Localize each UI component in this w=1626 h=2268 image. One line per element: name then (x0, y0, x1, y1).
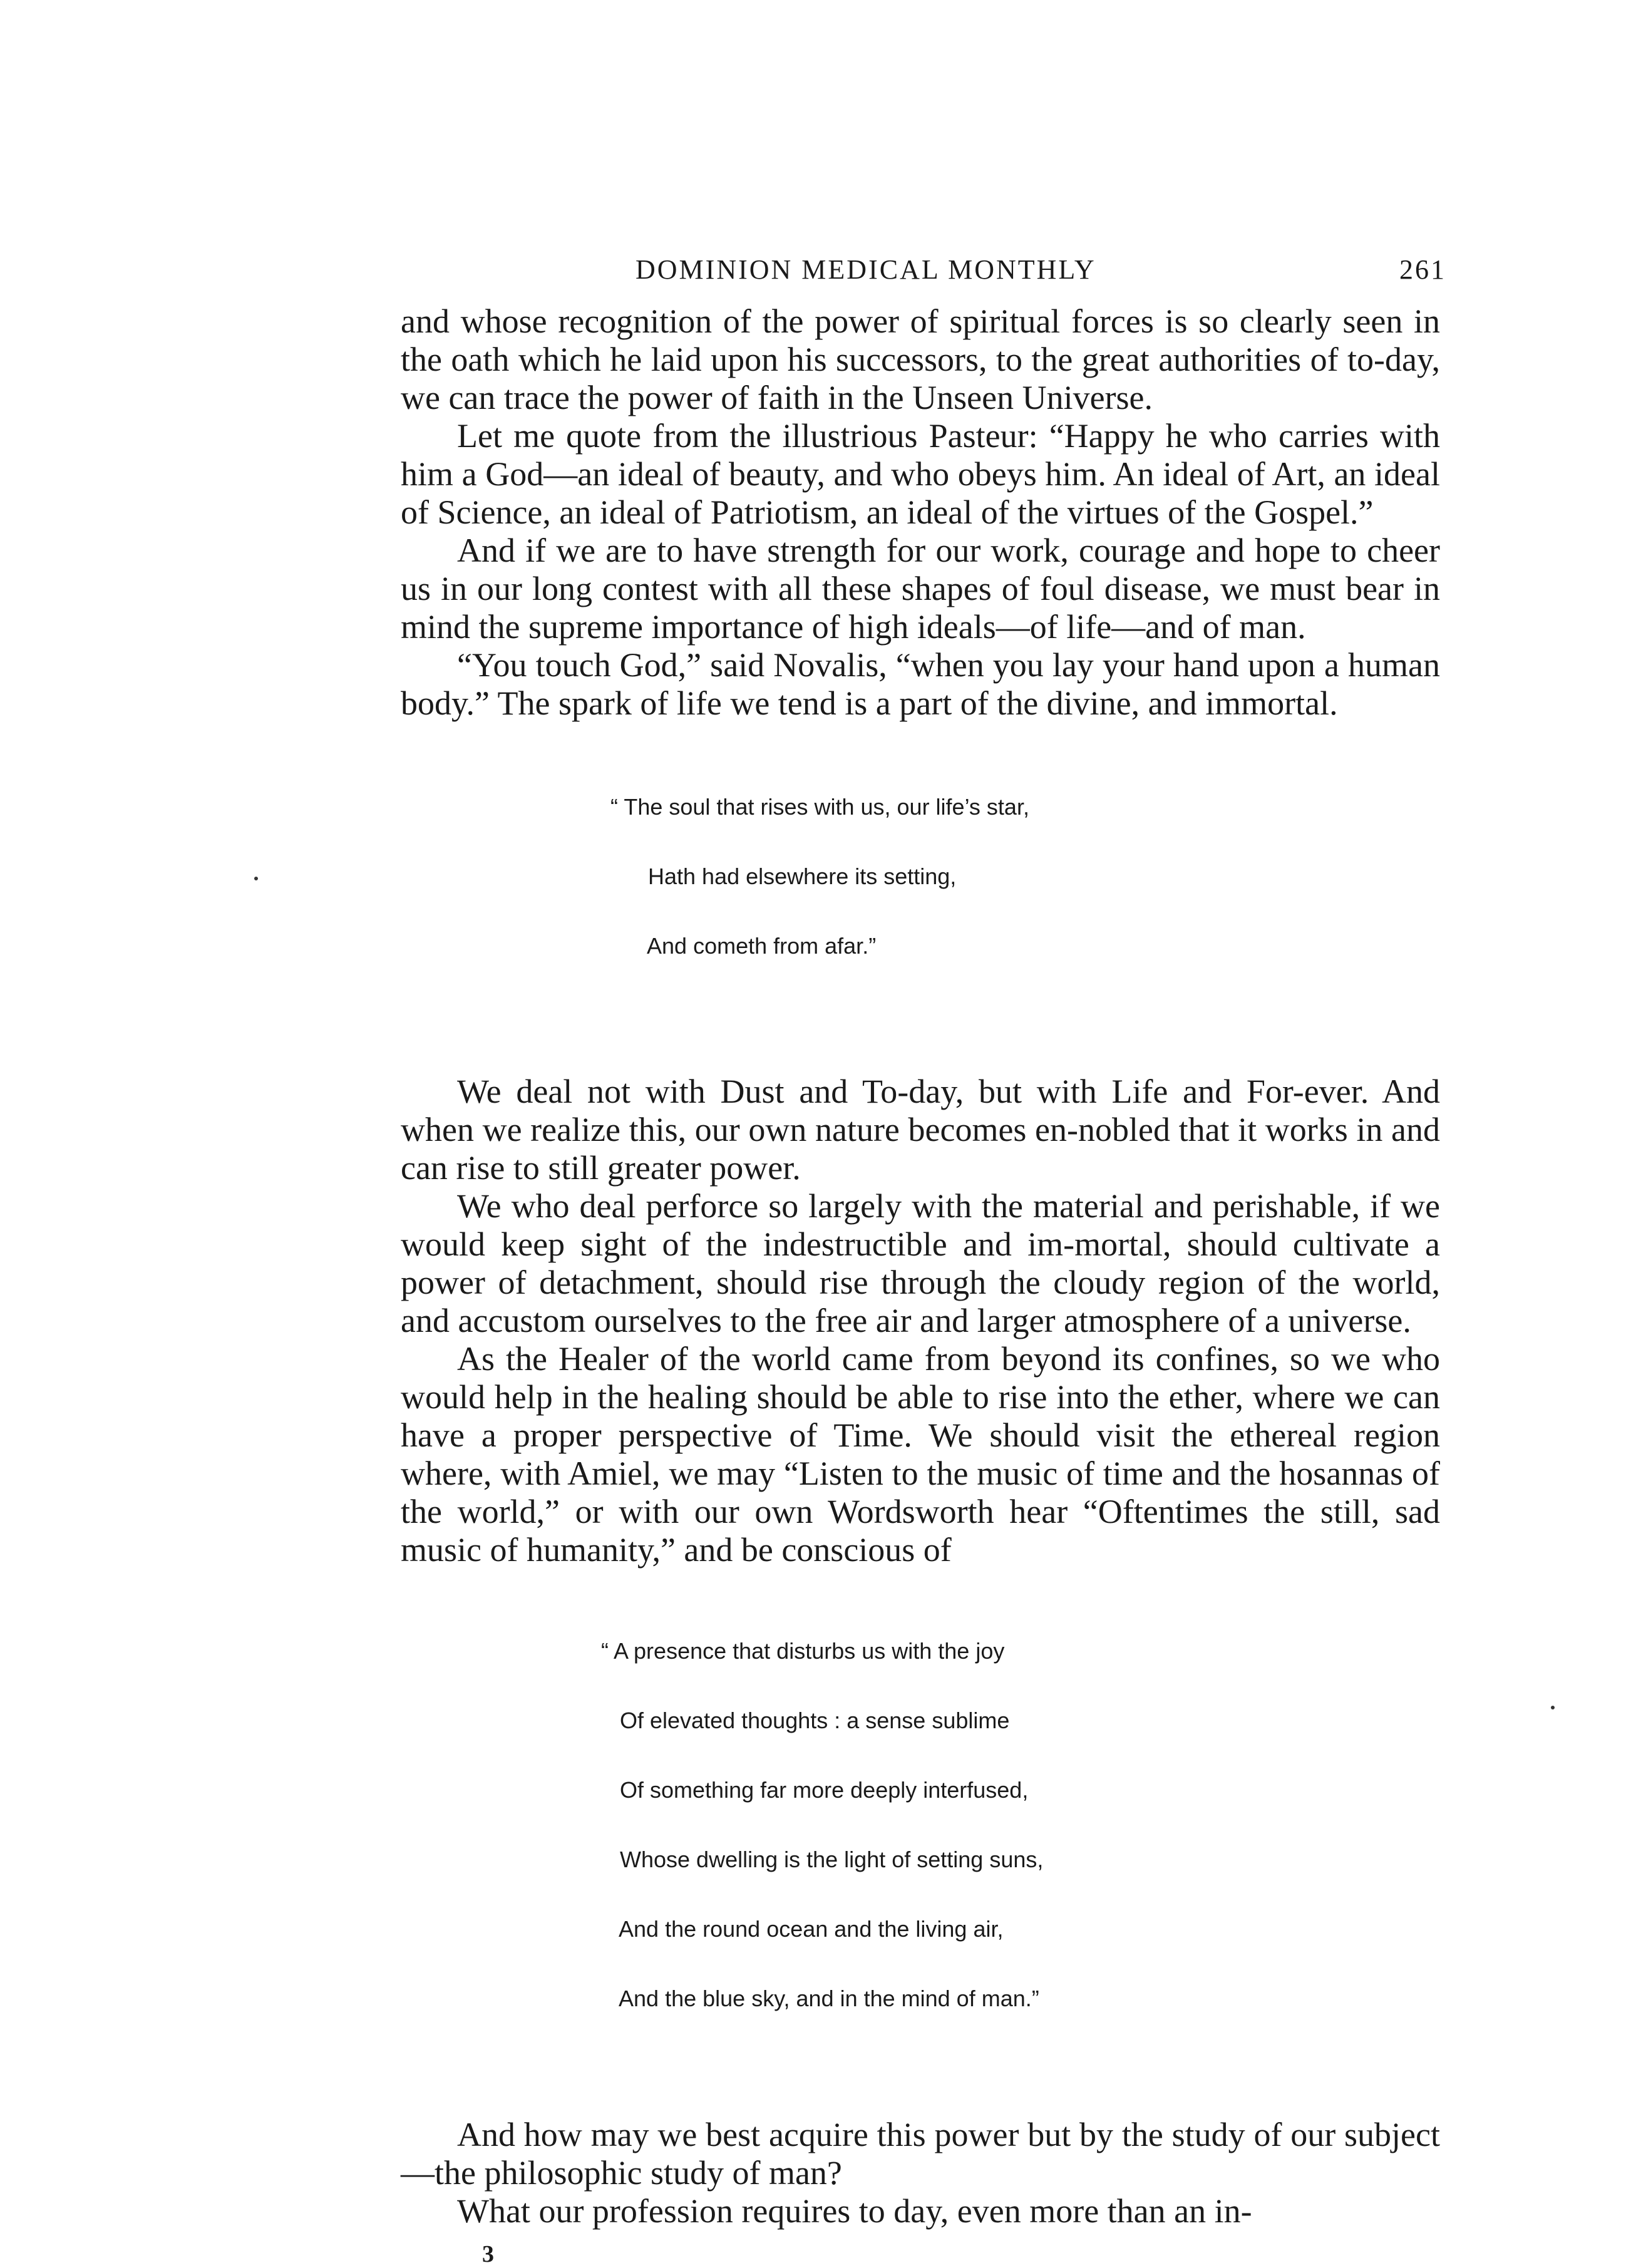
verse-quotation (610, 749, 1440, 1004)
verse-line: Of something far more deeply interfused, (601, 1777, 1029, 1803)
stray-ink-dot (254, 877, 258, 880)
paragraph: We who deal perforce so largely with the material and perishable, if we would keep sight of the indestructible and im-mortal, should cultivate a power of detachment, should rise through the cloudy region of the world, and accustom ourselves to the free air and larger atmosphere of a universe. (401, 1187, 1440, 1339)
verse-line: And the round ocean and the living air, (601, 1916, 1004, 1942)
paragraph: What our profession requires to day, even more than an in- (457, 2192, 1252, 2230)
verse-line: And cometh from afar.” (610, 933, 877, 959)
paragraph: Let me quote from the illustrious Pasteur: “Happy he who carries with him a God—an ideal of beauty, and who obeys him. An ideal of Art, an ideal of Science, an ideal of Patriotism, an ideal of the virtues of the Gospel.” (401, 417, 1440, 531)
verse-line: Hath had elsewhere its setting, (610, 863, 957, 889)
paragraph: and whose recognition of the power of spiritual forces is so clearly seen in the oath which he laid upon his successors, to the great authorities of to-day, we can trace the power of faith in the Unseen Universe. (401, 302, 1440, 416)
verse-line: Whose dwelling is the light of setting suns, (601, 1847, 1044, 1872)
page-number: 261 (1399, 254, 1446, 285)
journal-title: DOMINION MEDICAL MONTHLY (635, 254, 1096, 285)
paragraph: We deal not with Dust and To-day, but with Life and For-ever. And when we realize this, our own nature becomes en-nobled that it works in and can rise to still greater power. (401, 1073, 1440, 1187)
running-head (401, 254, 1446, 291)
paragraph: And if we are to have strength for our work, courage and hope to cheer us in our long contest with all these shapes of foul disease, we must bear in mind the supreme importance of high ideals—of life—and of man. (401, 532, 1440, 646)
journal-page (401, 254, 1446, 2268)
stray-ink-dot (1551, 1706, 1555, 1709)
verse-line: Of elevated thoughts : a sense sublime (601, 1708, 1010, 1733)
verse-line: “ The soul that rises with us, our life’s star, (610, 794, 1029, 820)
verse-quotation (601, 1593, 1440, 2056)
signature-mark: 3 (482, 2241, 494, 2267)
verse-line: And the blue sky, and in the mind of man.” (601, 1986, 1039, 2011)
paragraph: As the Healer of the world came from beyond its confines, so we who would help in the healing should be able to rise into the ether, where we can have a proper perspective of Time. We should visit the ethereal region where, with Amiel, we may “Listen to the music of time and the hosannas of the world,” or with our own Wordsworth hear “Oftentimes the still, sad music of humanity,” and be conscious of (401, 1340, 1440, 1569)
paragraph: “You touch God,” said Novalis, “when you lay your hand upon a human body.” The spark of life we tend is a part of the divine, and immortal. (401, 646, 1440, 722)
body-text (401, 302, 1440, 2268)
paragraph: And how may we best acquire this power but by the study of our subject—the philosophic study of man? (401, 2116, 1440, 2192)
verse-line: “ A presence that disturbs us with the joy (601, 1638, 1005, 1664)
